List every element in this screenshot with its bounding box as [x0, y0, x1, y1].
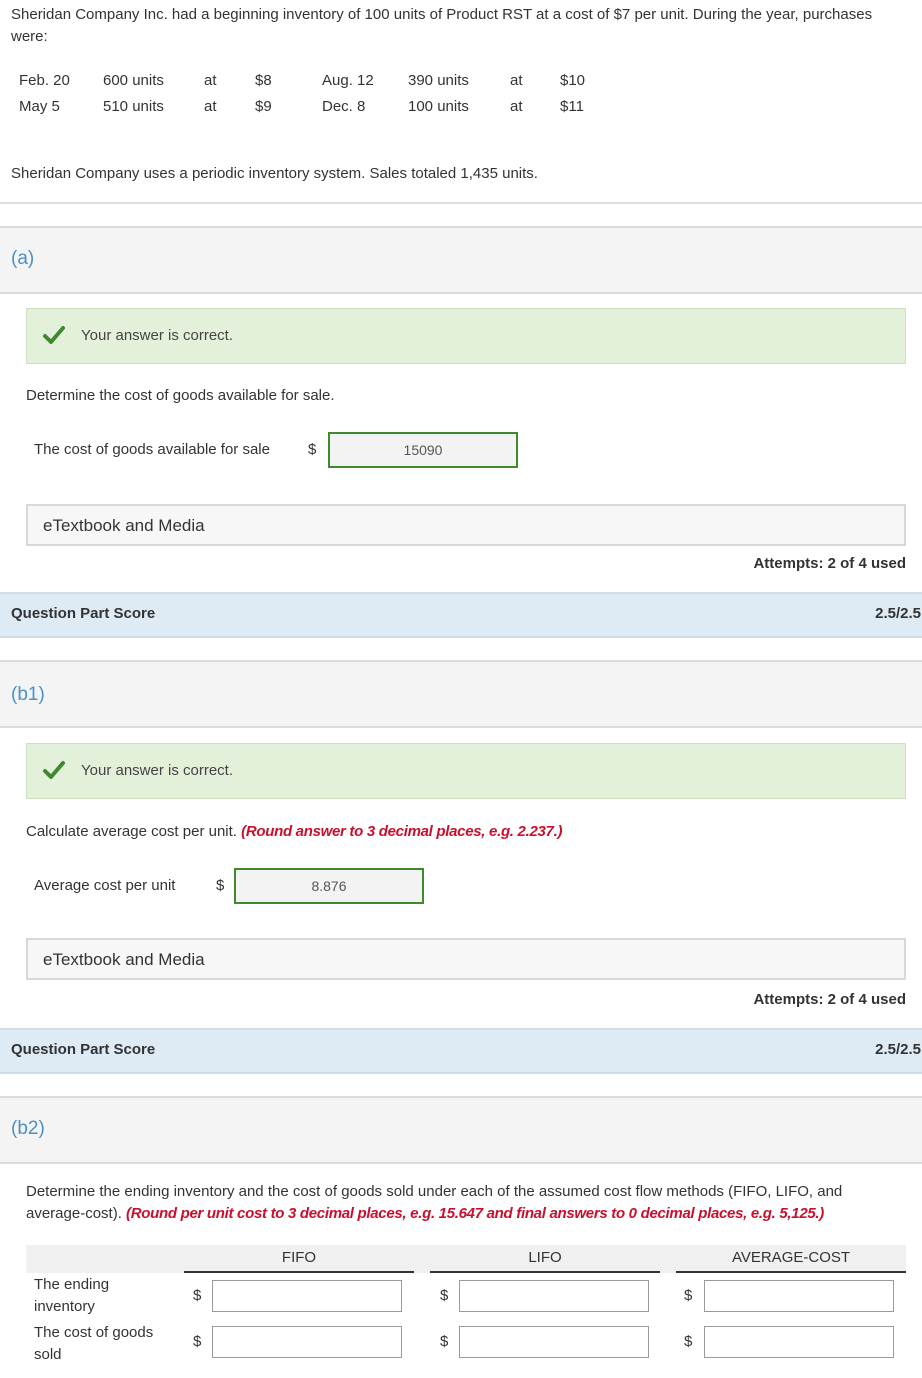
column-underline [676, 1271, 906, 1273]
purchase-at: at [510, 71, 523, 89]
row-label-ending-inventory: The ending inventory [34, 1276, 110, 1315]
score-value: 2.5/2.5 [875, 1041, 921, 1058]
purchase-at: at [204, 71, 217, 89]
row-label-cost-of-goods-sold: The cost of goods sold [34, 1324, 154, 1363]
checkmark-icon [42, 323, 66, 347]
checkmark-icon [42, 758, 66, 782]
column-header-fifo: FIFO [281, 1249, 317, 1266]
average-cost-ending-inventory-input[interactable] [704, 1280, 894, 1312]
currency-symbol: $ [193, 1287, 202, 1304]
part-b2-label: (b2) [11, 1118, 45, 1139]
purchase-units: 100 units [408, 97, 469, 115]
column-underline [430, 1271, 660, 1273]
purchase-units: 510 units [103, 97, 164, 115]
average-cost-label: Average cost per unit [34, 877, 176, 894]
score-label: Question Part Score [11, 605, 156, 622]
currency-symbol: $ [193, 1333, 202, 1350]
correct-message: Your answer is correct. [81, 327, 234, 344]
purchases-table [19, 67, 585, 119]
fifo-cogs-input[interactable] [212, 1326, 402, 1358]
part-b1-header [0, 660, 922, 728]
purchase-row [19, 67, 585, 93]
column-header-lifo: LIFO [528, 1249, 562, 1266]
purchase-cost: $8 [255, 71, 272, 89]
purchase-at: at [510, 97, 523, 115]
score-value: 2.5/2.5 [875, 605, 921, 622]
divider [0, 202, 922, 204]
cogs-available-label: The cost of goods available for sale [34, 441, 270, 458]
prompt-text: Calculate average cost per unit. [26, 823, 237, 840]
part-a-header [0, 226, 922, 294]
etextbook-media-button[interactable] [26, 504, 906, 546]
part-a-label: (a) [11, 248, 35, 269]
average-cost-input[interactable]: 8.876 [234, 868, 424, 904]
average-cost-cogs-input[interactable] [704, 1326, 894, 1358]
score-label: Question Part Score [11, 1041, 156, 1058]
correct-message: Your answer is correct. [81, 762, 234, 779]
purchase-row [19, 93, 585, 119]
currency-symbol: $ [308, 441, 317, 458]
attempts-text: Attempts: 2 of 4 used [753, 555, 906, 572]
fifo-ending-inventory-input[interactable] [212, 1280, 402, 1312]
currency-symbol: $ [440, 1287, 449, 1304]
column-header-average-cost: AVERAGE-COST [731, 1249, 851, 1266]
part-b2-header [0, 1096, 922, 1164]
cogs-available-input[interactable]: 15090 [328, 432, 518, 468]
rounding-note: (Round answer to 3 decimal places, e.g. 2.237.) [241, 823, 563, 840]
purchase-cost: $10 [560, 71, 586, 89]
purchase-at: at [204, 97, 217, 115]
purchase-units: 600 units [103, 71, 164, 89]
part-a-prompt: Determine the cost of goods available for sale. [26, 387, 335, 404]
etextbook-label: eTextbook and Media [43, 950, 205, 969]
lifo-ending-inventory-input[interactable] [459, 1280, 649, 1312]
part-b1-label: (b1) [11, 684, 45, 705]
currency-symbol: $ [216, 877, 225, 894]
currency-symbol: $ [684, 1287, 693, 1304]
purchase-units: 390 units [408, 71, 469, 89]
currency-symbol: $ [684, 1333, 693, 1350]
etextbook-media-button[interactable] [26, 938, 906, 980]
part-b1-prompt [26, 823, 562, 840]
lifo-cogs-input[interactable] [459, 1326, 649, 1358]
rounding-note: (Round per unit cost to 3 decimal places, e.g. 15.647 and final answers to 0 decimal places, e.g. 5,125.) [126, 1205, 824, 1222]
purchase-cost: $11 [560, 97, 584, 115]
question-part-score [0, 1028, 922, 1074]
part-b2-prompt [26, 1181, 896, 1225]
column-underline [184, 1271, 414, 1273]
correct-banner [26, 308, 906, 364]
purchase-cost: $9 [255, 97, 272, 115]
attempts-text: Attempts: 2 of 4 used [753, 991, 906, 1008]
sales-text: Sheridan Company uses a periodic inventory system. Sales totaled 1,435 units. [11, 165, 538, 182]
etextbook-label: eTextbook and Media [43, 516, 205, 535]
purchase-date: May 5 [19, 97, 60, 115]
problem-intro: Sheridan Company Inc. had a beginning inventory of 100 units of Product RST at a cost of $7 per unit. During the year, purchases were: [11, 6, 873, 45]
prompt-text: Determine the ending inventory and the cost of goods sold under each of the assumed cost flow methods (FIFO, LIFO, and average-cost). [26, 1183, 843, 1222]
purchase-date: Feb. 20 [19, 71, 70, 89]
purchase-date: Dec. 8 [322, 97, 366, 115]
currency-symbol: $ [440, 1333, 449, 1350]
purchase-date: Aug. 12 [322, 71, 374, 89]
question-part-score [0, 592, 922, 638]
correct-banner [26, 743, 906, 799]
